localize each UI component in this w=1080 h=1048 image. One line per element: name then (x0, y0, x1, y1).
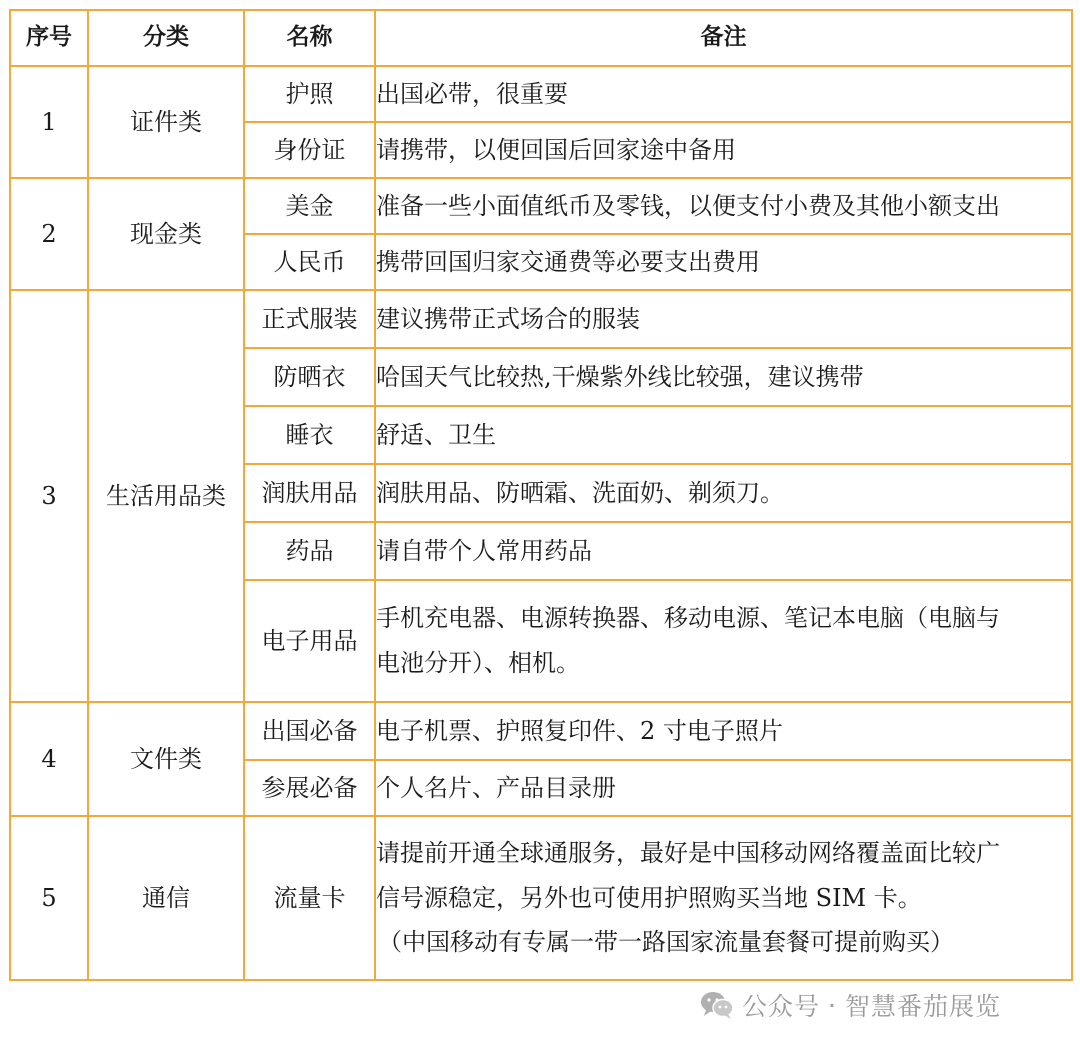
item-note: 个人名片、产品目录册 (375, 760, 1072, 816)
group-number: 1 (10, 66, 88, 178)
item-name: 护照 (244, 66, 375, 122)
item-note: 出国必带，很重要 (375, 66, 1072, 122)
table-row (10, 290, 1072, 348)
item-note: 请提前开通全球通服务，最好是中国移动网络覆盖面比较广 信号源稳定，另外也可使用护照购买当地 SIM 卡。 （中国移动有专属一带一路国家流量套餐可提前购买） (375, 816, 1072, 980)
group-number: 4 (10, 702, 88, 816)
header-name: 名称 (244, 10, 375, 66)
item-note: 请携带，以便回国后回家途中备用 (375, 122, 1072, 178)
item-note: 准备一些小面值纸币及零钱，以便支付小费及其他小额支出 (375, 178, 1072, 234)
table-row (10, 66, 1072, 122)
table-header-row (10, 10, 1072, 66)
item-note: 哈国天气比较热,干燥紫外线比较强，建议携带 (375, 348, 1072, 406)
group-category: 生活用品类 (88, 290, 244, 702)
group-category: 文件类 (88, 702, 244, 816)
item-name: 出国必备 (244, 702, 375, 760)
header-category: 分类 (88, 10, 244, 66)
watermark-account-label: 公众号 (742, 992, 821, 1021)
item-note: 建议携带正式场合的服装 (375, 290, 1072, 348)
item-name: 防晒衣 (244, 348, 375, 406)
table-row (10, 816, 1072, 980)
header-note: 备注 (375, 10, 1072, 66)
item-name: 身份证 (244, 122, 375, 178)
item-note: 手机充电器、电源转换器、移动电源、笔记本电脑（电脑与 电池分开）、相机。 (375, 580, 1072, 702)
item-name: 正式服装 (244, 290, 375, 348)
item-name: 参展必备 (244, 760, 375, 816)
wechat-watermark (700, 985, 1001, 1025)
group-number: 5 (10, 816, 88, 980)
group-category: 证件类 (88, 66, 244, 178)
item-name: 美金 (244, 178, 375, 234)
item-note: 电子机票、护照复印件、2 寸电子照片 (375, 702, 1072, 760)
group-category: 通信 (88, 816, 244, 980)
group-number: 3 (10, 290, 88, 702)
watermark-account-name: 智慧番茄展览 (844, 992, 1001, 1021)
item-note: 舒适、卫生 (375, 406, 1072, 464)
table-row (10, 702, 1072, 760)
wechat-icon (700, 990, 734, 1020)
item-note: 携带回国归家交通费等必要支出费用 (375, 234, 1072, 290)
group-category: 现金类 (88, 178, 244, 290)
table-row (10, 178, 1072, 234)
header-no: 序号 (10, 10, 88, 66)
item-name: 睡衣 (244, 406, 375, 464)
group-number: 2 (10, 178, 88, 290)
item-note: 润肤用品、防晒霜、洗面奶、剃须刀。 (375, 464, 1072, 522)
packing-checklist-table (9, 9, 1073, 981)
item-name: 人民币 (244, 234, 375, 290)
item-name: 电子用品 (244, 580, 375, 702)
item-name: 流量卡 (244, 816, 375, 980)
item-name: 药品 (244, 522, 375, 580)
item-name: 润肤用品 (244, 464, 375, 522)
watermark-separator: · (828, 990, 837, 1020)
item-note: 请自带个人常用药品 (375, 522, 1072, 580)
